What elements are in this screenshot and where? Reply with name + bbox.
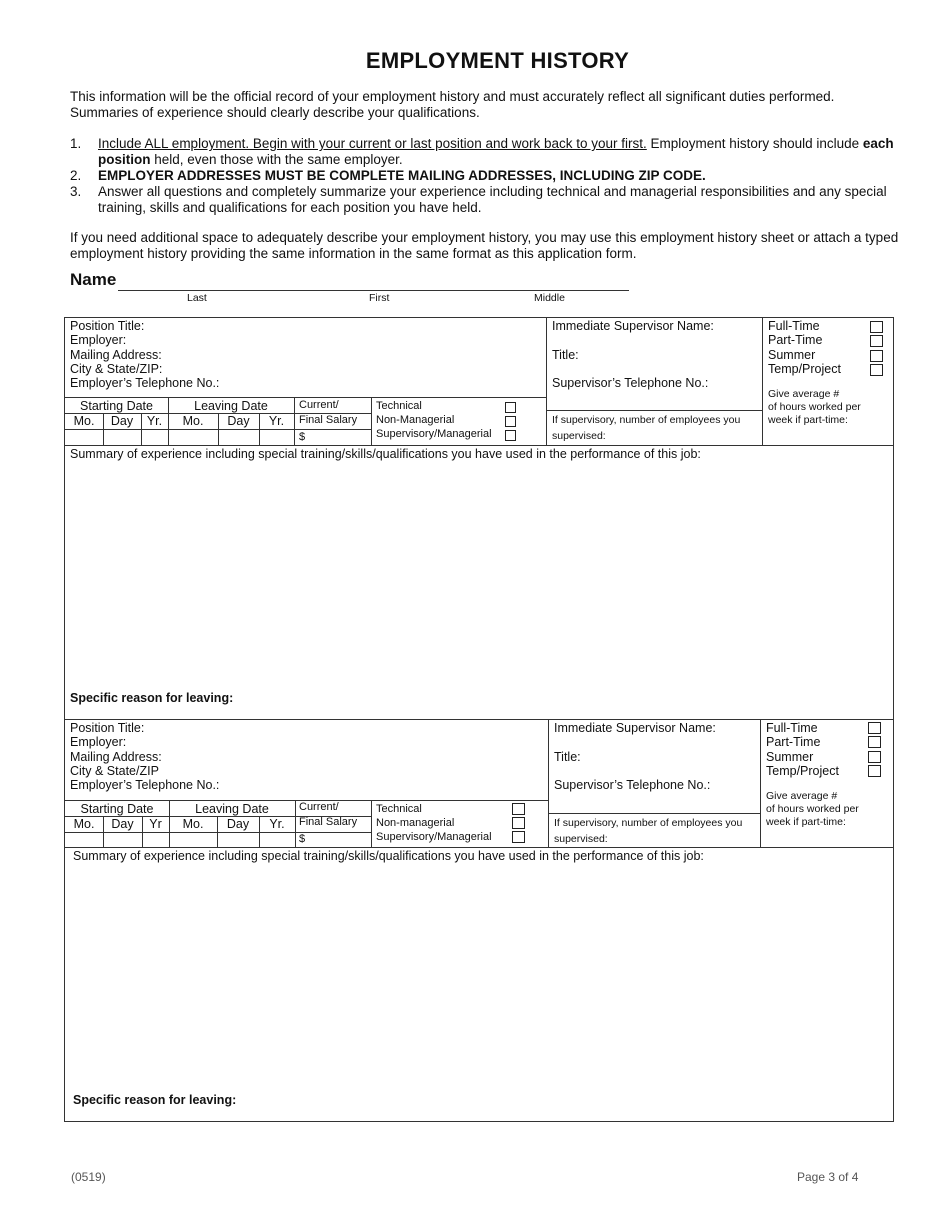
part-time-checkbox[interactable] <box>868 736 881 748</box>
leave-day-label: Day <box>226 817 250 831</box>
temp-project-checkbox[interactable] <box>870 364 883 376</box>
leave-day-label: Day <box>227 414 250 428</box>
leave-year-label: Yr. <box>269 817 285 831</box>
temp-project-label: Temp/Project <box>768 362 841 376</box>
employer-phone-label: Employer’s Telephone No.: <box>70 778 220 792</box>
summer-label: Summer <box>768 348 816 362</box>
employment-block-2 <box>64 719 894 1122</box>
temp-project-checkbox[interactable] <box>868 765 881 777</box>
instructions-list <box>70 136 920 216</box>
employees-supervised-label: If supervisory, number of employees you <box>552 414 741 426</box>
supervisory-checkbox[interactable] <box>512 831 525 843</box>
start-day-label: Day <box>111 817 134 831</box>
leaving-date-label: Leaving Date <box>195 802 269 816</box>
avg-hours-label-2: of hours worked per <box>766 803 859 815</box>
reason-for-leaving-label: Specific reason for leaving: <box>70 691 234 705</box>
city-state-zip-label: City & State/ZIP: <box>70 362 163 376</box>
reason-for-leaving-label: Specific reason for leaving: <box>73 1093 237 1107</box>
name-middle-label: Middle <box>534 292 565 304</box>
full-time-checkbox[interactable] <box>868 722 881 734</box>
position-title-label: Position Title: <box>70 721 145 735</box>
summer-label: Summer <box>766 750 814 764</box>
mailing-address-label: Mailing Address: <box>70 348 162 362</box>
instruction-item-1: 1. Include ALL employment. Begin with your current or last position and work back to your first. Employment history should include each position held, even those with the same employer. <box>70 136 894 167</box>
supervisory-label: Supervisory/Managerial <box>376 428 492 440</box>
supervisor-phone-label: Supervisor’s Telephone No.: <box>554 778 711 792</box>
non-managerial-label: Non-managerial <box>376 817 455 829</box>
summer-checkbox[interactable] <box>870 350 883 362</box>
supervisory-label: Supervisory/Managerial <box>376 831 492 843</box>
leaving-date-label: Leaving Date <box>194 399 268 413</box>
page-number: Page 3 of 4 <box>797 1170 859 1184</box>
non-managerial-checkbox[interactable] <box>505 416 516 427</box>
intro-paragraph: This information will be the official record of your employment history and must accurately reflect all significant duties performed. Summaries of experience should clearly describe your qualifications. <box>70 89 835 120</box>
starting-date-label: Starting Date <box>80 399 153 413</box>
employees-supervised-label-2: supervised: <box>552 430 606 442</box>
employment-block-1 <box>64 317 894 720</box>
final-salary-label: Final Salary <box>299 414 358 426</box>
avg-hours-label-2: of hours worked per <box>768 401 861 413</box>
form-code: (0519) <box>71 1170 106 1184</box>
starting-date-label: Starting Date <box>80 802 154 816</box>
salary-dollar-sign: $ <box>299 431 306 443</box>
supervisor-name-label: Immediate Supervisor Name: <box>552 319 714 333</box>
employer-label: Employer: <box>70 333 127 347</box>
additional-space-note: If you need additional space to adequately describe your employment history, you may use this employment history sheet or attach a typed employment history providing the same information in the same format as this application form. <box>70 230 899 261</box>
start-year-label: Yr. <box>146 414 163 428</box>
employer-phone-label: Employer’s Telephone No.: <box>70 376 220 390</box>
avg-hours-label-3: week if part-time: <box>766 816 846 828</box>
technical-label: Technical <box>376 803 422 815</box>
supervisor-phone-label: Supervisor’s Telephone No.: <box>552 376 709 390</box>
employees-supervised-label: If supervisory, number of employees you <box>554 817 743 829</box>
start-day-label: Day <box>110 414 134 428</box>
avg-hours-label-3: week if part-time: <box>768 414 848 426</box>
current-label: Current/ <box>299 399 339 411</box>
supervisory-checkbox[interactable] <box>505 430 516 441</box>
supervisor-name-label: Immediate Supervisor Name: <box>554 721 716 735</box>
city-state-zip-label: City & State/ZIP <box>70 764 159 778</box>
non-managerial-checkbox[interactable] <box>512 817 525 829</box>
employees-supervised-label-2: supervised: <box>554 833 608 845</box>
technical-label: Technical <box>376 400 422 412</box>
start-year-label: Yr <box>149 817 162 831</box>
start-month-label: Mo. <box>73 414 95 428</box>
full-time-checkbox[interactable] <box>870 321 883 333</box>
instruction-item-3: 3. Answer all questions and completely summarize your experience including technical and managerial responsibilities and any special training, skills and qualifications for each position you have held. <box>70 184 887 215</box>
current-label: Current/ <box>299 801 339 813</box>
temp-project-label: Temp/Project <box>766 764 839 778</box>
avg-hours-label: Give average # <box>766 790 838 802</box>
name-label: Name <box>70 270 117 289</box>
technical-checkbox[interactable] <box>512 803 525 815</box>
page-title: EMPLOYMENT HISTORY <box>365 48 630 73</box>
position-title-label: Position Title: <box>70 319 145 333</box>
full-time-label: Full-Time <box>768 319 820 333</box>
supervisor-title-label: Title: <box>554 750 581 764</box>
summer-checkbox[interactable] <box>868 751 881 763</box>
mailing-address-label: Mailing Address: <box>70 750 162 764</box>
name-last-label: Last <box>187 292 207 304</box>
start-month-label: Mo. <box>73 817 95 831</box>
leave-month-label: Mo. <box>182 817 204 831</box>
supervisor-title-label: Title: <box>552 348 579 362</box>
name-first-label: First <box>369 292 390 304</box>
avg-hours-label: Give average # <box>768 388 840 400</box>
technical-checkbox[interactable] <box>505 402 516 413</box>
leave-month-label: Mo. <box>182 414 204 428</box>
employer-label: Employer: <box>70 735 127 749</box>
summary-label: Summary of experience including special training/skills/qualifications you have used in the performance of this job: <box>70 447 701 461</box>
final-salary-label: Final Salary <box>299 816 358 828</box>
instruction-item-2: 2. EMPLOYER ADDRESSES MUST BE COMPLETE MAILING ADDRESSES, INCLUDING ZIP CODE. <box>70 168 706 183</box>
salary-dollar-sign: $ <box>299 833 306 845</box>
name-input-line[interactable] <box>118 290 629 291</box>
non-managerial-label: Non-Managerial <box>376 414 455 426</box>
part-time-label: Part-Time <box>766 735 821 749</box>
part-time-checkbox[interactable] <box>870 335 883 347</box>
part-time-label: Part-Time <box>768 333 823 347</box>
full-time-label: Full-Time <box>766 721 818 735</box>
leave-year-label: Yr. <box>268 414 285 428</box>
summary-label: Summary of experience including special training/skills/qualifications you have used in the performance of this job: <box>73 849 704 863</box>
